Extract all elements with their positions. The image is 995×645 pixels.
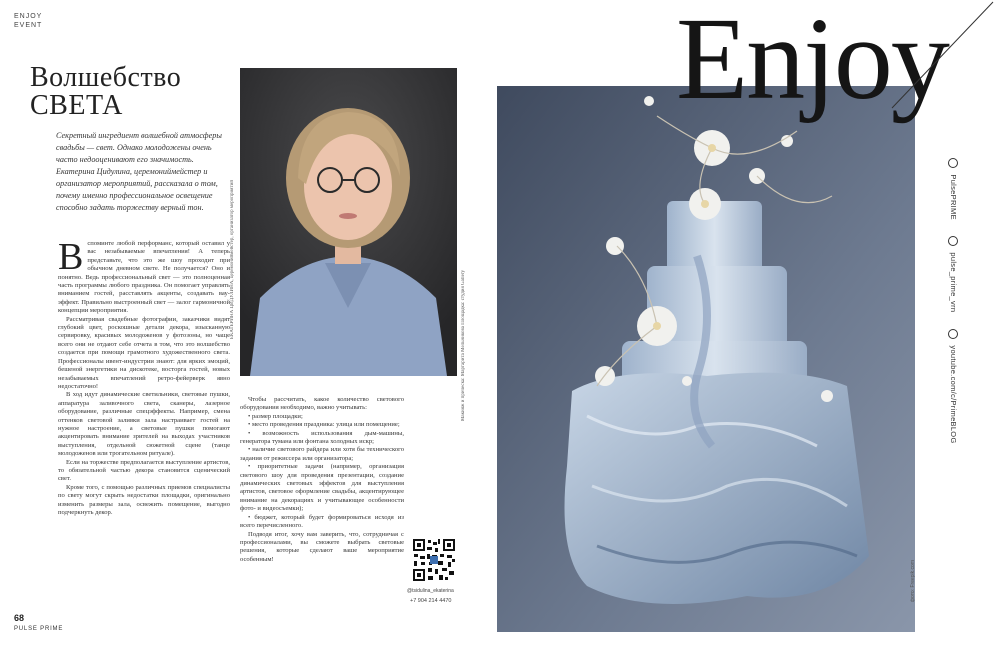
corner-line [890,0,995,110]
brand-title: Enjoy [676,0,948,124]
dropcap: В [58,236,84,278]
social-youtube[interactable]: youtube.com/c/PrimeBLOG [948,329,958,444]
social-vk[interactable]: pulse_prime_vrn [948,236,958,312]
vk-icon [948,236,958,246]
paragraph-conclusion: Подводя итог, хочу вам заверить, что, сотрудничая с профессионалами, вы сможете выбрать световые решения, которые сделают ваше мероприятие особенным! [240,530,404,563]
page-number: 68 [14,613,25,623]
list-item: • наличие светового райдера или хотя бы технического задания от режиссера или организатора; [240,446,404,462]
list-item: • бюджет, который будет формироваться исходя из всего перечисленного. [240,513,404,530]
portrait-photo [240,68,457,376]
qr-code-icon [411,537,457,583]
photo-caption-right: Макияж и прическа: Маргарита Мельникова Площадка: студия Gallery [461,270,466,422]
qr-phone: +7 904 214 4470 [410,598,452,604]
cake-photo [497,86,915,632]
photo-caption-left: ЕКАТЕРИНА ЦИДУЛИНА, церемониймейстер, организатор мероприятий [230,180,235,340]
portrait-illustration [240,68,457,376]
section-label: ENJOY EVENT [14,13,43,29]
paragraph-2: Рассматривая свадебные фотографии, заказчики видят глубокий цвет, роскошные детали декора, изысканную сервировку, красивых молодоженов у фотозоны, но чаще всего они не отдают себе отчета в том, что это волшебство создается при помощи грамотного художественного света. Профессионалы ивент-индустрии знают: для ярких эмоций, бешеной энергетики на дискотеке, восторга гостей, новых незабываемых впечатлений ретро-фейерверк явно недостаточно! [58,315,230,390]
wedding-cake-illustration [497,86,915,632]
magazine-name: PULSE PRIME [14,626,64,632]
list-item: • приоритетные задачи (например, организация светового шоу для проведения презентации, создание динамических световых эффектов для выступления артистов, световое оформление свадьбы, акцентирующее внимание на декорациях и учитывающее особенности фото- и видеосъемки); [240,463,404,513]
paragraph-4: Если на торжестве предполагается выступление артистов, то обязательной частью декора становится сценический свет. [58,458,230,483]
social-instagram[interactable]: PulsePRIME [948,158,958,220]
qr-code[interactable] [411,537,457,583]
qr-handle: @tsidulina_ekaterina [407,588,454,594]
photo-credit: фото: Freepik.com [910,560,916,603]
paragraph-3: В ход идут динамические светильники, световые пушки, аппаратура заливочного света, сканеры, лазерное оборудование, различные спецэффекты. Например, смена оттенков световой заливки зала настраивает гостей на нужное настроение, а световые пушки помогают акцентировать внимание зрителей на выходах участников выступления, отдельной сюжетной сцене (танце молодоженов или трогательном ритуале). [58,391,230,458]
youtube-icon [948,329,958,339]
list-item: • возможность использования дым-машины, генератора тумана или фонтана холодных искр; [240,429,404,446]
article-column-1 [58,236,230,517]
paragraph-6: Чтобы рассчитать, какое количество светового оборудования необходимо, важно учитывать: [240,396,404,412]
paragraph-1: Вспоминте любой перформанс, который оставил у вас незабываемые впечатления! А теперь представьте, что это же шоу проходит при обычном дневном свете. Не получается? Оно и понятно. Ведь профессиональный свет — это полноценная часть программы любого праздника. Он помогает управлять вниманием гостей, расставлять акценты, создавать вау-эффект. Правильно выстроенный свет — залог гармоничной концепции мероприятия. [58,236,230,315]
paragraph-5: Кроме того, с помощью различных приемов специалисты по свету могут скрыть недостатки площадки, оригинально изменить размеры зала, освежить помещение, выгодно подчеркнуть декор. [58,483,230,516]
list-item: • место проведения праздника: улица или помещение; [248,421,400,429]
article-column-2 [240,396,404,564]
article-lead: Секретный ингредиент волшебной атмосферы свадьбы — свет. Однако молодожены очень часто недооценивают его значимость. Екатерина Цидулина, церемониймейстер и организатор мероприятий, рассказала о том, почему именно профессиональное освещение способно задать торжеству верный тон. [56,131,222,212]
list-item: • размер площадки; [248,412,303,420]
instagram-icon [948,158,958,168]
social-links [948,158,958,458]
article-title: Волшебство СВЕТА [30,62,182,121]
